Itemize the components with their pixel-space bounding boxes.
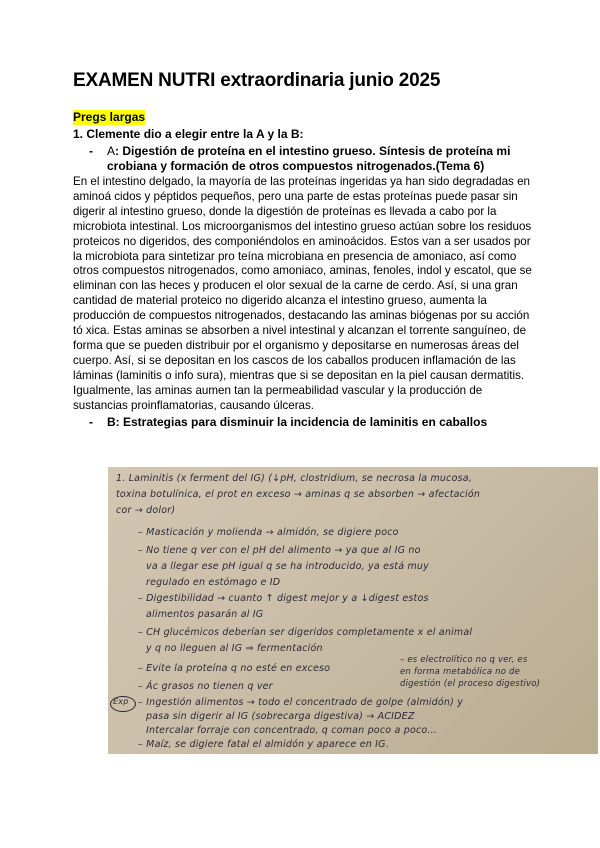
handwriting-line: Intercalar forraje con concentrado, q coman poco a poco... (146, 725, 438, 736)
handwriting-line: – es electrolítico no q ver, es (400, 655, 528, 665)
handwriting-line: – Maíz, se digiere fatal el almidón y aparece en IG. (138, 739, 389, 750)
handwriting-line: alimentos pasarán al IG (146, 609, 264, 620)
question-1: 1. Clemente dio a elegir entre la A y la B: (73, 127, 304, 141)
handwriting-line: y q no lleguen al IG ⇒ fermentación (146, 643, 323, 654)
handwriting-line: toxina botulínica, el prot en exceso → aminas q se absorben → afectación (116, 489, 481, 500)
page-title: EXAMEN NUTRI extraordinaria junio 2025 (73, 70, 441, 91)
dash-bullet: - (89, 144, 93, 158)
handwriting-line: cor → dolor) (116, 505, 176, 516)
handwriting-line: – CH glucémicos deberían ser digeridos completamente x el animal (138, 627, 473, 638)
handwriting-line: – Ingestión alimentos → todo el concentrado de golpe (almidón) y (138, 697, 464, 708)
handwriting-line: 1. Laminitis (x ferment del IG) (↓pH, clostridium, se necrosa la mucosa, (116, 473, 472, 484)
handwriting-line: – No tiene q ver con el pH del alimento → ya que al IG no (138, 545, 421, 556)
item-b (73, 415, 533, 430)
document-page (73, 70, 533, 430)
item-b-text: B: Estrategias para disminuir la incidencia de laminitis en caballos (107, 414, 488, 429)
handwriting-line: pasa sin digerir al IG (sobrecarga digestiva) → ACIDEZ (146, 711, 415, 722)
item-a (73, 144, 533, 174)
handwriting-line: Exp (113, 697, 129, 706)
section-label: Pregs largas (73, 110, 146, 124)
answer-paragraph: En el intestino delgado, la mayoría de las proteínas ingeridas ya han sido degradadas en aminoá cidos y péptidos pequeños, pero una parte de estas proteínas puede pasar sin digerir al intestino grueso, donde la digestión de proteínas es llevada a cabo por la microbiota intestinal. Los microorganismos del intestino grueso actúan sobre los residuos proteicos no digeridos, des componiéndolos en aminoácidos. Estos van a ser usados por la microbiota para sintetizar pro teína microbiana en presencia de amoniaco, así como otros compuestos nitrogenados, como amoniaco, aminas, fenoles, indol y escatol, que se eliminan con las heces y producen el olor sexual de la carne de cerdo. Así, si una gran cantidad de material proteico no digerido alcanza el intestino grueso, aumenta la producción de compuestos nitrogenados, destacando las aminas biógenas por su acción tó xica. Estas aminas se absorben a nivel intestinal y alcanzan el torrente sanguíneo, de forma que se pueden distribuir por el organismo y depositarse en numerosas áreas del cuerpo. Así, si se depositan en los cascos de los caballos producen inflamación de las láminas (laminitis o info sura), mientras que si se depositan en la piel causan dermatitis. Igualmente, las aminas aumen tan la permeabilidad vascular y la producción de sustancias proinflamatorias, causando úlceras. (73, 175, 532, 412)
handwriting-line: – Evite la proteína q no esté en exceso (138, 663, 331, 674)
handwriting-line: regulado en estómago e ID (146, 577, 281, 588)
handwriting-line: en forma metabólica no de (400, 667, 521, 677)
dash-bullet: - (89, 414, 93, 429)
handwriting-line: digestión (el proceso digestivo) (400, 679, 541, 689)
handwriting-line: – Digestibilidad → cuanto ↑ digest mejor y a ↓digest estos (138, 593, 429, 604)
handwriting-line: – Masticación y molienda → almidón, se digiere poco (138, 527, 399, 538)
item-a-letter: A (107, 144, 116, 158)
handwriting-line: va a llegar ese pH igual q se ha introducido, ya está muy (146, 561, 429, 572)
item-a-tema: (Tema 6) (435, 159, 485, 173)
section-heading (73, 108, 533, 127)
handwritten-notes-photo (108, 467, 598, 754)
item-a-text: : Digestión de proteína en el intestino grueso. Síntesis de proteína mi crobiana y formación de otros compuestos nitrogenados. (107, 144, 511, 173)
handwriting-line: – Ác grasos no tienen q ver (138, 681, 273, 692)
